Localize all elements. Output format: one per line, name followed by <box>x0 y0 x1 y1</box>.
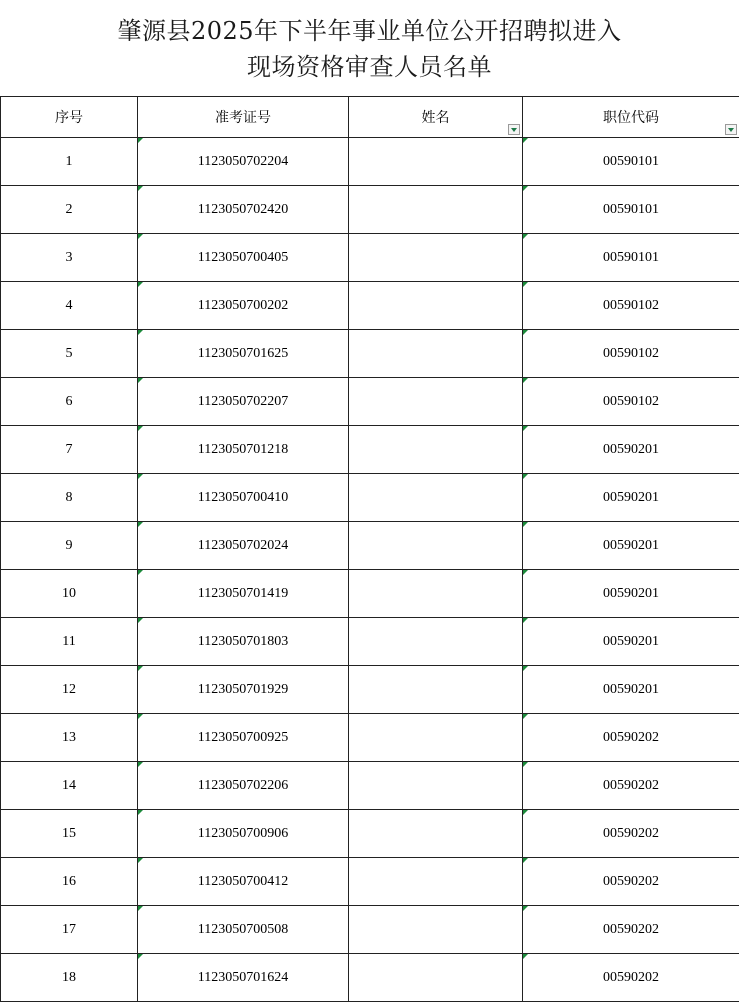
text-format-marker-icon <box>523 762 528 767</box>
text-format-marker-icon <box>523 810 528 815</box>
text-format-marker-icon <box>523 138 528 143</box>
text-format-marker-icon <box>138 522 143 527</box>
text-format-marker-icon <box>138 618 143 623</box>
table-row <box>1 234 739 282</box>
cell-position-code[interactable]: 00590201 <box>523 618 739 666</box>
text-format-marker-icon <box>523 618 528 623</box>
text-format-marker-icon <box>138 426 143 431</box>
cell-serial[interactable]: 3 <box>1 234 138 282</box>
cell-serial[interactable]: 8 <box>1 474 138 522</box>
cell-name[interactable] <box>349 906 523 954</box>
cell-name[interactable] <box>349 138 523 186</box>
table-row <box>1 474 739 522</box>
cell-serial[interactable]: 2 <box>1 186 138 234</box>
text-format-marker-icon <box>138 906 143 911</box>
cell-serial[interactable]: 12 <box>1 666 138 714</box>
table-row <box>1 426 739 474</box>
cell-position-code[interactable]: 00590202 <box>523 714 739 762</box>
cell-exam-id[interactable]: 1123050700202 <box>138 282 349 330</box>
header-position-code-label: 职位代码 <box>603 110 659 126</box>
cell-serial[interactable]: 11 <box>1 618 138 666</box>
cell-name[interactable] <box>349 282 523 330</box>
header-serial-label: 序号 <box>55 110 83 126</box>
table-row <box>1 186 739 234</box>
cell-serial[interactable]: 6 <box>1 378 138 426</box>
title-line-1: 肇源县2025年下半年事业单位公开招聘拟进入 <box>117 17 622 45</box>
cell-serial[interactable]: 18 <box>1 954 138 1002</box>
text-format-marker-icon <box>523 378 528 383</box>
cell-position-code[interactable]: 00590102 <box>523 282 739 330</box>
cell-serial[interactable]: 7 <box>1 426 138 474</box>
cell-position-code[interactable]: 00590102 <box>523 330 739 378</box>
table-row <box>1 330 739 378</box>
cell-exam-id[interactable]: 1123050701218 <box>138 426 349 474</box>
cell-position-code[interactable]: 00590202 <box>523 858 739 906</box>
text-format-marker-icon <box>523 426 528 431</box>
filter-dropdown-icon[interactable] <box>725 124 737 135</box>
text-format-marker-icon <box>523 282 528 287</box>
text-format-marker-icon <box>138 474 143 479</box>
cell-position-code[interactable]: 00590202 <box>523 906 739 954</box>
text-format-marker-icon <box>138 954 143 959</box>
cell-exam-id[interactable]: 1123050700925 <box>138 714 349 762</box>
cell-serial[interactable]: 17 <box>1 906 138 954</box>
cell-name[interactable] <box>349 330 523 378</box>
cell-name[interactable] <box>349 522 523 570</box>
cell-exam-id[interactable]: 1123050701624 <box>138 954 349 1002</box>
cell-name[interactable] <box>349 714 523 762</box>
cell-exam-id[interactable]: 1123050701803 <box>138 618 349 666</box>
cell-position-code[interactable]: 00590102 <box>523 378 739 426</box>
table-row <box>1 618 739 666</box>
cell-exam-id[interactable]: 1123050702420 <box>138 186 349 234</box>
cell-exam-id[interactable]: 1123050700906 <box>138 810 349 858</box>
cell-exam-id[interactable]: 1123050702206 <box>138 762 349 810</box>
text-format-marker-icon <box>523 954 528 959</box>
cell-name[interactable] <box>349 810 523 858</box>
cell-exam-id[interactable]: 1123050701625 <box>138 330 349 378</box>
text-format-marker-icon <box>138 810 143 815</box>
cell-name[interactable] <box>349 618 523 666</box>
cell-name[interactable] <box>349 762 523 810</box>
cell-exam-id[interactable]: 1123050700405 <box>138 234 349 282</box>
text-format-marker-icon <box>138 666 143 671</box>
text-format-marker-icon <box>523 234 528 239</box>
cell-exam-id[interactable]: 1123050700410 <box>138 474 349 522</box>
table-row <box>1 810 739 858</box>
text-format-marker-icon <box>523 858 528 863</box>
cell-position-code[interactable]: 00590202 <box>523 954 739 1002</box>
table-row <box>1 666 739 714</box>
table-row <box>1 282 739 330</box>
cell-serial[interactable]: 9 <box>1 522 138 570</box>
text-format-marker-icon <box>523 570 528 575</box>
table-row <box>1 522 739 570</box>
text-format-marker-icon <box>138 234 143 239</box>
text-format-marker-icon <box>523 906 528 911</box>
text-format-marker-icon <box>523 522 528 527</box>
text-format-marker-icon <box>138 762 143 767</box>
table-row <box>1 714 739 762</box>
cell-serial[interactable]: 5 <box>1 330 138 378</box>
cell-position-code[interactable]: 00590201 <box>523 522 739 570</box>
cell-name[interactable] <box>349 474 523 522</box>
header-exam-id-label: 准考证号 <box>215 110 271 126</box>
cell-position-code[interactable]: 00590101 <box>523 234 739 282</box>
table-row <box>1 762 739 810</box>
table-row <box>1 858 739 906</box>
text-format-marker-icon <box>138 570 143 575</box>
text-format-marker-icon <box>138 378 143 383</box>
cell-name[interactable] <box>349 186 523 234</box>
cell-position-code[interactable]: 00590101 <box>523 138 739 186</box>
title-line-2: 现场资格审查人员名单 <box>247 53 492 81</box>
text-format-marker-icon <box>523 186 528 191</box>
cell-name[interactable] <box>349 858 523 906</box>
cell-exam-id[interactable]: 1123050702204 <box>138 138 349 186</box>
table-row <box>1 138 739 186</box>
filter-dropdown-icon[interactable] <box>508 124 520 135</box>
header-cell-serial[interactable] <box>1 97 138 138</box>
table-row <box>1 378 739 426</box>
table-row <box>1 906 739 954</box>
text-format-marker-icon <box>523 666 528 671</box>
cell-position-code[interactable]: 00590202 <box>523 762 739 810</box>
cell-position-code[interactable]: 00590202 <box>523 810 739 858</box>
cell-exam-id[interactable]: 1123050702024 <box>138 522 349 570</box>
cell-exam-id[interactable]: 1123050702207 <box>138 378 349 426</box>
header-row <box>1 97 739 138</box>
cell-position-code[interactable]: 00590201 <box>523 474 739 522</box>
cell-exam-id[interactable]: 1123050701929 <box>138 666 349 714</box>
table-row <box>1 570 739 618</box>
cell-exam-id[interactable]: 1123050700508 <box>138 906 349 954</box>
table-row <box>1 954 739 1002</box>
text-format-marker-icon <box>138 138 143 143</box>
cell-position-code[interactable]: 00590201 <box>523 666 739 714</box>
header-cell-position-code[interactable] <box>523 97 739 138</box>
cell-name[interactable] <box>349 426 523 474</box>
header-cell-name[interactable] <box>349 97 523 138</box>
cell-serial[interactable]: 16 <box>1 858 138 906</box>
header-cell-exam-id[interactable] <box>138 97 349 138</box>
cell-position-code[interactable]: 00590201 <box>523 570 739 618</box>
cell-name[interactable] <box>349 234 523 282</box>
header-name-label: 姓名 <box>421 110 450 126</box>
text-format-marker-icon <box>523 474 528 479</box>
cell-name[interactable] <box>349 954 523 1002</box>
cell-position-code[interactable]: 00590201 <box>523 426 739 474</box>
cell-serial[interactable]: 1 <box>1 138 138 186</box>
document-title <box>0 0 739 96</box>
cell-serial[interactable]: 13 <box>1 714 138 762</box>
candidate-table <box>0 96 739 1002</box>
cell-serial[interactable]: 10 <box>1 570 138 618</box>
cell-name[interactable] <box>349 666 523 714</box>
cell-name[interactable] <box>349 570 523 618</box>
cell-name[interactable] <box>349 378 523 426</box>
cell-serial[interactable]: 14 <box>1 762 138 810</box>
text-format-marker-icon <box>523 330 528 335</box>
text-format-marker-icon <box>138 858 143 863</box>
text-format-marker-icon <box>138 186 143 191</box>
cell-serial[interactable]: 4 <box>1 282 138 330</box>
text-format-marker-icon <box>138 282 143 287</box>
text-format-marker-icon <box>523 714 528 719</box>
cell-exam-id[interactable]: 1123050701419 <box>138 570 349 618</box>
text-format-marker-icon <box>138 714 143 719</box>
cell-position-code[interactable]: 00590101 <box>523 186 739 234</box>
text-format-marker-icon <box>138 330 143 335</box>
cell-serial[interactable]: 15 <box>1 810 138 858</box>
cell-exam-id[interactable]: 1123050700412 <box>138 858 349 906</box>
